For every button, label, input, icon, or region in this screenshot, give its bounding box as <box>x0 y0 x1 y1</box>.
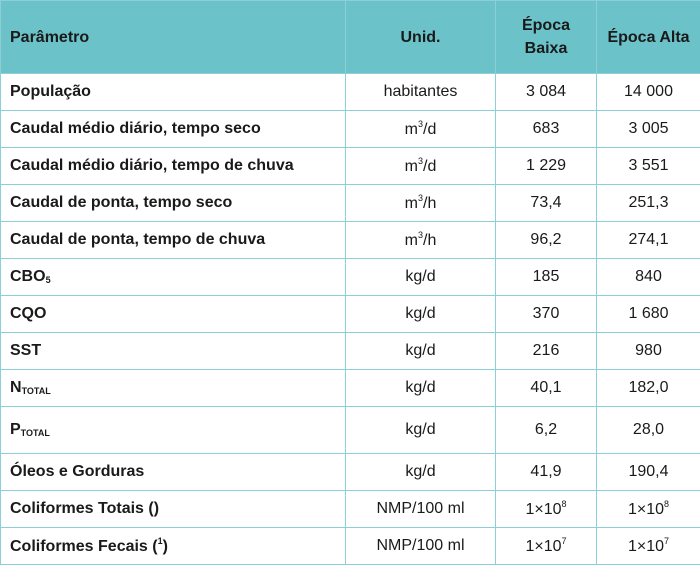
row-epoca-baixa: 96,2 <box>496 222 597 259</box>
unit-tail: /h <box>423 232 436 249</box>
param-sup: 1 <box>158 536 163 546</box>
unit-base: m <box>405 232 418 249</box>
row-epoca-baixa: 1 229 <box>496 148 597 185</box>
row-epoca-baixa: 73,4 <box>496 185 597 222</box>
row-param: População <box>1 74 346 111</box>
row-unit: habitantes <box>346 74 496 111</box>
value-base: 1×10 <box>628 501 664 518</box>
row-epoca-alta: 840 <box>597 259 700 296</box>
table-row <box>1 370 700 407</box>
row-param: Caudal médio diário, tempo de chuva <box>1 148 346 185</box>
header-epoca-baixa-line2: Baixa <box>525 40 568 57</box>
table-row <box>1 528 700 565</box>
param-sub: TOTAL <box>21 428 50 438</box>
row-unit: kg/d <box>346 370 496 407</box>
unit-tail: /h <box>423 195 436 212</box>
row-unit: kg/d <box>346 296 496 333</box>
param-base: P <box>10 421 21 438</box>
row-unit: kg/d <box>346 333 496 370</box>
row-param <box>1 370 346 407</box>
row-epoca-alta: 14 000 <box>597 74 700 111</box>
row-epoca-baixa: 216 <box>496 333 597 370</box>
row-epoca-baixa <box>496 528 597 565</box>
row-epoca-alta: 3 551 <box>597 148 700 185</box>
row-param <box>1 528 346 565</box>
value-base: 1×10 <box>525 501 561 518</box>
row-epoca-alta: 274,1 <box>597 222 700 259</box>
value-exponent: 8 <box>664 499 669 509</box>
table-row <box>1 111 700 148</box>
row-epoca-baixa: 6,2 <box>496 407 597 454</box>
table-row <box>1 185 700 222</box>
value-exponent: 8 <box>562 499 567 509</box>
row-epoca-alta: 1 680 <box>597 296 700 333</box>
table-row <box>1 333 700 370</box>
row-epoca-baixa: 40,1 <box>496 370 597 407</box>
row-unit <box>346 222 496 259</box>
row-unit: NMP/100 ml <box>346 491 496 528</box>
unit-base: m <box>405 158 418 175</box>
unit-sup: 3 <box>418 119 423 129</box>
row-epoca-alta: 28,0 <box>597 407 700 454</box>
header-epoca-alta: Época Alta <box>597 1 700 74</box>
table-row <box>1 259 700 296</box>
row-unit <box>346 148 496 185</box>
unit-base: m <box>405 195 418 212</box>
row-epoca-baixa: 185 <box>496 259 597 296</box>
row-epoca-alta: 190,4 <box>597 454 700 491</box>
header-parametro: Parâmetro <box>1 1 346 74</box>
param-sub: 5 <box>46 275 51 285</box>
value-base: 1×10 <box>628 538 664 555</box>
row-param: Caudal médio diário, tempo seco <box>1 111 346 148</box>
param-base: CBO <box>10 268 46 285</box>
row-param: Coliformes Totais () <box>1 491 346 528</box>
row-epoca-baixa: 683 <box>496 111 597 148</box>
table-row <box>1 407 700 454</box>
row-unit <box>346 185 496 222</box>
unit-tail: /d <box>423 121 436 138</box>
unit-sup: 3 <box>418 193 423 203</box>
table-row <box>1 74 700 111</box>
row-epoca-alta: 980 <box>597 333 700 370</box>
unit-sup: 3 <box>418 156 423 166</box>
row-unit: NMP/100 ml <box>346 528 496 565</box>
value-exponent: 7 <box>562 536 567 546</box>
table-header-row <box>1 1 700 74</box>
param-sub: TOTAL <box>22 386 51 396</box>
table-row <box>1 454 700 491</box>
row-epoca-baixa: 41,9 <box>496 454 597 491</box>
row-epoca-alta: 182,0 <box>597 370 700 407</box>
row-unit: kg/d <box>346 259 496 296</box>
row-epoca-alta: 3 005 <box>597 111 700 148</box>
row-epoca-alta <box>597 528 700 565</box>
header-epoca-baixa-line1: Época <box>522 17 570 34</box>
row-unit <box>346 111 496 148</box>
row-epoca-baixa: 3 084 <box>496 74 597 111</box>
row-param: Caudal de ponta, tempo seco <box>1 185 346 222</box>
param-base: Coliformes Fecais ( <box>10 538 158 555</box>
table-row <box>1 296 700 333</box>
row-epoca-alta <box>597 491 700 528</box>
table-row <box>1 491 700 528</box>
row-epoca-baixa <box>496 491 597 528</box>
row-param: CQO <box>1 296 346 333</box>
value-base: 1×10 <box>525 538 561 555</box>
unit-sup: 3 <box>418 230 423 240</box>
row-param: SST <box>1 333 346 370</box>
value-exponent: 7 <box>664 536 669 546</box>
param-tail: ) <box>163 538 168 555</box>
header-unid: Unid. <box>346 1 496 74</box>
row-param: Caudal de ponta, tempo de chuva <box>1 222 346 259</box>
unit-tail: /d <box>423 158 436 175</box>
row-param <box>1 407 346 454</box>
row-param: Óleos e Gorduras <box>1 454 346 491</box>
row-unit: kg/d <box>346 407 496 454</box>
row-unit: kg/d <box>346 454 496 491</box>
table-row <box>1 148 700 185</box>
header-epoca-baixa <box>496 1 597 74</box>
param-base: N <box>10 379 22 396</box>
row-epoca-alta: 251,3 <box>597 185 700 222</box>
unit-base: m <box>405 121 418 138</box>
row-param <box>1 259 346 296</box>
row-epoca-baixa: 370 <box>496 296 597 333</box>
table-row <box>1 222 700 259</box>
